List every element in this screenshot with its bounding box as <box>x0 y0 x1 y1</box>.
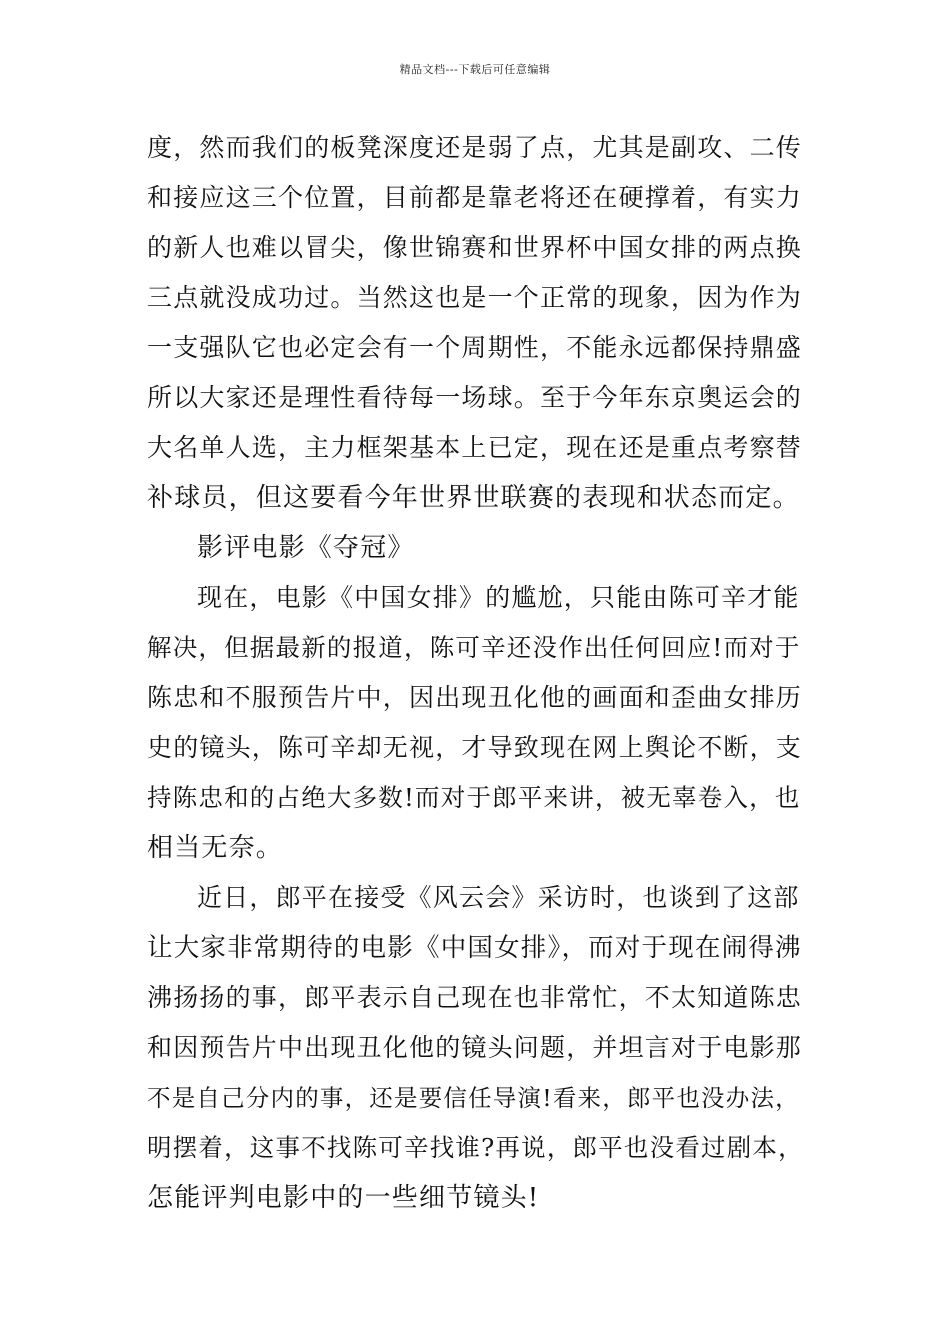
body-line: 近日，郎平在接受《风云会》采访时，也谈到了这部 <box>197 883 800 912</box>
body-line: 大名单人选，主力框架基本上已定，现在还是重点考察替 <box>147 433 803 462</box>
body-line: 怎能评判电影中的一些细节镜头! <box>147 1183 540 1213</box>
body-line: 度，然而我们的板凳深度还是弱了点，尤其是副攻、二传 <box>147 133 803 162</box>
body-line: 陈忠和不服预告片中，因出现丑化他的画面和歪曲女排历 <box>147 683 803 712</box>
body-line: 所以大家还是理性看待每一场球。至于今年东京奥运会的 <box>147 383 803 412</box>
body-line: 明摆着，这事不找陈可辛找谁?再说，郎平也没看过剧本， <box>147 1133 804 1162</box>
section-heading: 影评电影《夺冠》 <box>197 533 415 563</box>
body-line: 史的镜头，陈可辛却无视，才导致现在网上舆论不断，支 <box>147 733 803 762</box>
body-line: 沸扬扬的事，郎平表示自己现在也非常忙，不太知道陈忠 <box>147 983 803 1012</box>
body-line: 解决，但据最新的报道，陈可辛还没作出任何回应!而对于 <box>147 633 801 662</box>
body-line: 持陈忠和的占绝大多数!而对于郎平来讲，被无辜卷入，也 <box>147 783 801 812</box>
body-line: 让大家非常期待的电影《中国女排》，而对于现在闹得沸 <box>147 933 802 963</box>
page-header: 精品文档---下载后可任意编辑 <box>399 63 551 76</box>
body-line: 的新人也难以冒尖，像世锦赛和世界杯中国女排的两点换 <box>147 233 803 262</box>
body-line: 一支强队它也必定会有一个周期性，不能永远都保持鼎盛 <box>147 333 803 362</box>
body-line: 和因预告片中出现丑化他的镜头问题，并坦言对于电影那 <box>147 1033 803 1062</box>
body-line: 相当无奈。 <box>147 833 284 863</box>
body-line: 和接应这三个位置，目前都是靠老将还在硬撑着，有实力 <box>147 183 803 212</box>
body-line: 补球员，但这要看今年世界世联赛的表现和状态而定。 <box>147 483 800 513</box>
body-line: 现在，电影《中国女排》的尴尬，只能由陈可辛才能 <box>197 583 800 612</box>
body-line: 三点就没成功过。当然这也是一个正常的现象，因为作为 <box>147 283 803 312</box>
body-line: 不是自己分内的事，还是要信任导演!看来，郎平也没办法， <box>147 1084 800 1112</box>
